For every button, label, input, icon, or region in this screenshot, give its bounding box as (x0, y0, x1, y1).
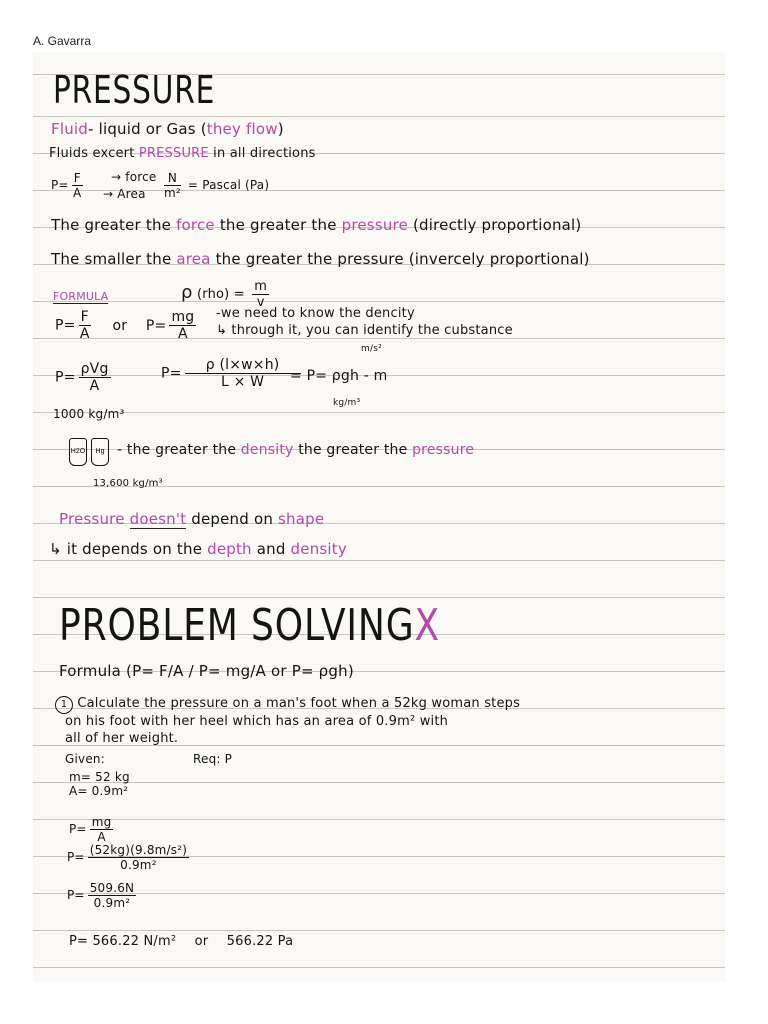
pressure-word: PRESSURE (138, 146, 209, 161)
density-word-2: density (290, 540, 347, 558)
force-line-a: The greater the (51, 216, 172, 234)
area-line-a: The smaller the (51, 250, 172, 268)
depth-word: depth (207, 540, 252, 558)
directly-proportional-text: (directly proportional) (412, 216, 582, 234)
sol2-den: 0.9m² (120, 858, 157, 872)
answer-newton: P= 566.22 N/m² (69, 934, 177, 949)
units-m2: m² (164, 186, 181, 200)
formula2-den: A (178, 326, 188, 342)
answer-or: or (194, 934, 209, 949)
all-directions-text: in all directions (213, 146, 316, 161)
shape-line (59, 510, 324, 528)
problem-statement-line-2: on his foot with her heel which has an area of 0.9m² with (65, 714, 449, 729)
rho-mass: m (254, 279, 268, 294)
they-flow-text: they flow (206, 120, 278, 138)
rho-definition (181, 280, 272, 309)
mercury-density: 13,600 kg/m³ (93, 478, 163, 489)
formula2-p: P= (145, 317, 167, 334)
depend-on-text: depend on (191, 510, 274, 528)
problem-solving-text: PROBLEM SOLVING (59, 600, 415, 651)
given-area: A= 0.9m² (69, 784, 129, 798)
solution-step-1 (69, 816, 116, 843)
derivation-eq2 (161, 358, 304, 389)
sol3-num: 509.6N (89, 881, 135, 895)
final-answer (69, 934, 293, 949)
rho-symbol: ρ (181, 282, 193, 303)
shape-word: shape (278, 510, 325, 528)
formula1-num: F (80, 309, 89, 325)
page-title: PRESSURE (53, 68, 216, 112)
fluids-exert-line (49, 146, 316, 161)
fluid-def-text: - liquid or Gas ( (88, 120, 207, 138)
notebook-page (33, 52, 725, 982)
area-label: → Area (103, 187, 146, 201)
formula1-p: P= (55, 317, 76, 334)
fluid-definition (51, 120, 284, 138)
formula-1 (55, 310, 199, 341)
formula-summary: Formula (P= F/A / P= mg/A or P= ρgh) (59, 662, 354, 680)
sol1-num: mg (91, 815, 112, 829)
formula-p: P= (51, 178, 69, 192)
force-proportional-line (51, 216, 581, 234)
title-x-mark: X (414, 600, 441, 651)
area-proportional-line (51, 250, 590, 268)
sol3-den: 0.9m² (93, 896, 131, 910)
eq1-num: ρVg (80, 361, 109, 377)
mercury-tube-icon: Hg (91, 438, 109, 466)
density-line-b: the greater the (298, 442, 408, 458)
density-note-1: -we need to know the dencity (216, 306, 415, 321)
required-label: Req: P (193, 752, 233, 766)
sol2-num: (52kg)(9.8m/s²) (89, 843, 188, 857)
water-tube-icon: H2O (69, 438, 87, 466)
pascal-label: = Pascal (Pa) (187, 178, 270, 192)
and-word: and (256, 540, 286, 558)
fluids-exert-text: Fluids excert (49, 146, 135, 161)
pressure-formula-block (51, 172, 86, 199)
formula-label: FORMULA (53, 290, 109, 303)
problem-solving-title (59, 600, 440, 651)
pressure-word-2: pressure (341, 216, 409, 234)
eq2-p: P= (161, 365, 182, 382)
solution-step-3 (67, 882, 139, 909)
units-fraction (161, 172, 269, 199)
fluid-word: Fluid (51, 120, 88, 138)
given-label: Given: (65, 752, 105, 766)
formula2-num: mg (171, 309, 195, 325)
units-newton: N (164, 172, 181, 186)
force-line-b: the greater the (219, 216, 337, 234)
water-density: 1000 kg/m³ (53, 407, 125, 421)
pressure-word-3: Pressure (59, 510, 125, 528)
formula1-den: A (79, 326, 90, 342)
eq1-den: A (89, 378, 100, 394)
sol1-p: P= (69, 822, 87, 836)
units-ms2: m/s² (361, 344, 382, 354)
formula-or: or (112, 317, 128, 334)
sol3-p: P= (67, 888, 85, 902)
problem-number: 1 (55, 696, 73, 714)
density-word: density (240, 442, 294, 458)
author-name: A. Gavarra (33, 34, 92, 48)
area-word: area (176, 250, 211, 268)
force-label: → force (111, 170, 157, 184)
sol1-den: A (97, 830, 106, 844)
answer-pascal: 566.22 Pa (226, 934, 294, 949)
sol2-p: P= (67, 850, 85, 864)
rho-volume: v (256, 295, 265, 310)
density-pressure-word: pressure (412, 442, 475, 458)
density-line-a: - the greater the (117, 442, 237, 458)
doesnt-word: doesn't (129, 510, 187, 528)
formula-fraction (72, 172, 83, 199)
problem-statement-line-1 (55, 696, 520, 714)
solution-step-2 (67, 844, 192, 871)
problem-statement-line-3: all of her weight. (65, 731, 179, 746)
formula-denominator: A (73, 186, 82, 200)
formula-numerator: F (73, 171, 81, 185)
eq1-p: P= (55, 369, 76, 386)
derivation-eq1 (55, 362, 114, 393)
problem-text-1: Calculate the pressure on a man's foot when a 52kg woman steps (77, 696, 521, 711)
inversely-proportional-text: the greater the pressure (invercely proportional) (215, 250, 590, 268)
force-word: force (176, 216, 215, 234)
density-note-2: ↳ through it, you can identify the cubstance (216, 323, 513, 338)
fluid-close-paren: ) (277, 120, 284, 138)
density-pressure-line (117, 442, 474, 458)
rho-label: (rho) = (196, 287, 245, 302)
depends-line (49, 540, 347, 558)
eq2-num: ρ (l×w×h) (185, 358, 301, 374)
derivation-eq3: = P= ρgh - m (290, 368, 388, 384)
given-mass: m= 52 kg (69, 770, 130, 784)
depends-text: ↳ it depends on the (49, 540, 203, 558)
units-kgm3: kg/m³ (333, 398, 361, 408)
eq2-den: L × W (220, 374, 265, 390)
